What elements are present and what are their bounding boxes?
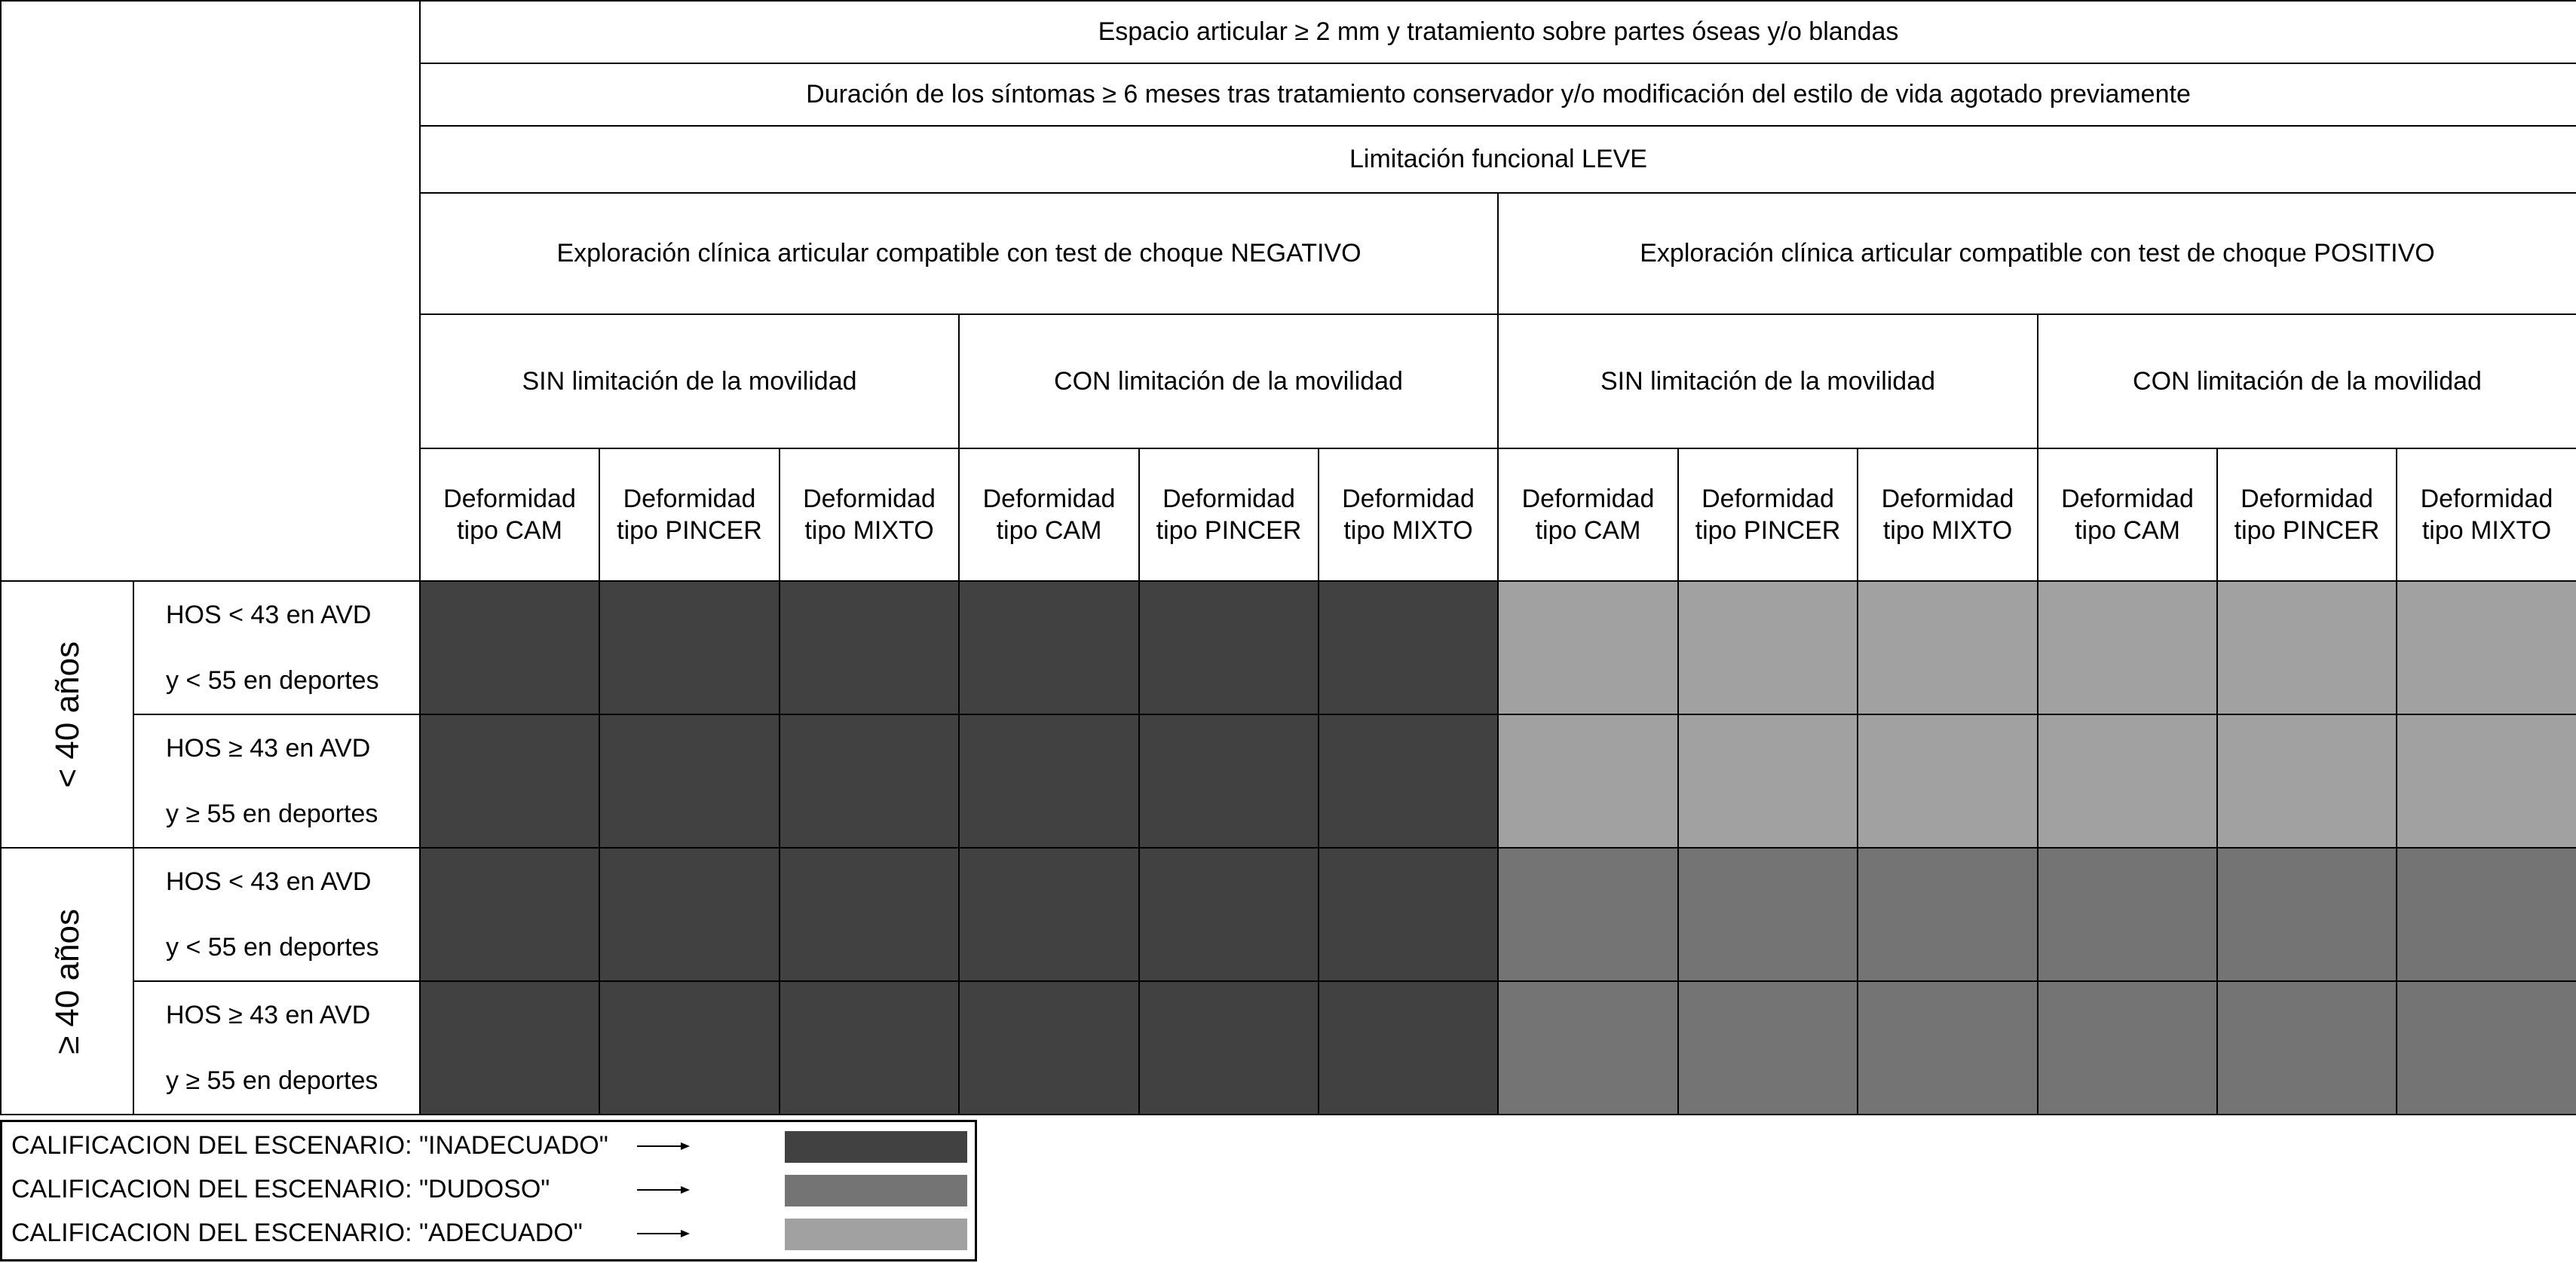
- header-deformity: Deformidad tipo PINCER: [1677, 448, 1858, 582]
- row-criteria: [133, 580, 421, 715]
- header-deformity: Deformidad tipo CAM: [2037, 448, 2218, 582]
- header-deformity: Deformidad tipo CAM: [419, 448, 600, 582]
- criteria-line1: HOS < 43 en AVD: [166, 867, 372, 896]
- rating-cell-adecuado: [2037, 580, 2218, 715]
- header-deformity: Deformidad tipo PINCER: [1138, 448, 1319, 582]
- header-mobility: CON limitación de la movilidad: [958, 313, 1499, 449]
- rating-cell-dudoso: [2037, 980, 2218, 1115]
- header-deformity: Deformidad tipo CAM: [1497, 448, 1679, 582]
- rating-cell-inadecuado: [419, 980, 600, 1115]
- header-mobility: SIN limitación de la movilidad: [419, 313, 960, 449]
- rating-cell-dudoso: [2396, 847, 2576, 982]
- rating-cell-inadecuado: [419, 580, 600, 715]
- criteria-line1: HOS < 43 en AVD: [166, 600, 372, 629]
- rating-cell-adecuado: [2216, 580, 2397, 715]
- rating-cell-adecuado: [2216, 714, 2397, 849]
- rating-cell-inadecuado: [1318, 714, 1499, 849]
- age-group-label: [0, 847, 134, 1115]
- criteria-line2: y < 55 en deportes: [166, 933, 379, 962]
- rating-cell-dudoso: [2037, 847, 2218, 982]
- arrow-right-icon: [637, 1226, 690, 1241]
- rating-cell-inadecuado: [1138, 847, 1319, 982]
- rating-cell-adecuado: [1857, 714, 2038, 849]
- rating-cell-inadecuado: [599, 580, 780, 715]
- header-deformity: Deformidad tipo MIXTO: [1318, 448, 1499, 582]
- rating-cell-inadecuado: [1138, 714, 1319, 849]
- legend-item-adecuado: [2, 1214, 975, 1256]
- rating-cell-adecuado: [2396, 580, 2576, 715]
- rating-cell-adecuado: [1857, 580, 2038, 715]
- rating-cell-inadecuado: [779, 847, 960, 982]
- rating-cell-adecuado: [1677, 580, 1858, 715]
- criteria-line1: HOS ≥ 43 en AVD: [166, 1000, 371, 1029]
- arrow-right-icon: [637, 1139, 690, 1154]
- rating-cell-adecuado: [2396, 714, 2576, 849]
- rating-cell-inadecuado: [599, 714, 780, 849]
- header-exam: Exploración clínica articular compatible con test de choque NEGATIVO: [419, 192, 1499, 315]
- rating-cell-inadecuado: [1318, 980, 1499, 1115]
- rating-cell-inadecuado: [419, 714, 600, 849]
- header-mobility: CON limitación de la movilidad: [2037, 313, 2576, 449]
- age-group-label: [0, 580, 134, 849]
- row-criteria: [133, 847, 421, 982]
- rating-cell-inadecuado: [599, 980, 780, 1115]
- header-exam: Exploración clínica articular compatible con test de choque POSITIVO: [1497, 192, 2576, 315]
- rating-cell-dudoso: [1497, 847, 1679, 982]
- row-criteria: [133, 980, 421, 1115]
- criteria-line2: y ≥ 55 en deportes: [166, 800, 378, 828]
- legend-swatch: [785, 1131, 967, 1163]
- corner-blank: [0, 0, 421, 582]
- legend-label: CALIFICACION DEL ESCENARIO: "ADECUADO": [11, 1219, 583, 1247]
- age-group-text: ≥ 40 años: [48, 908, 86, 1054]
- header-deformity: Deformidad tipo MIXTO: [779, 448, 960, 582]
- header-joint-space: Espacio articular ≥ 2 mm y tratamiento sobre partes óseas y/o blandas: [419, 0, 2576, 64]
- rating-cell-inadecuado: [779, 580, 960, 715]
- rating-cell-dudoso: [1857, 847, 2038, 982]
- rating-cell-inadecuado: [779, 980, 960, 1115]
- rating-cell-dudoso: [2216, 847, 2397, 982]
- age-group-text: < 40 años: [48, 641, 86, 788]
- rating-cell-dudoso: [1677, 980, 1858, 1115]
- rating-cell-dudoso: [1677, 847, 1858, 982]
- rating-cell-inadecuado: [1138, 980, 1319, 1115]
- header-duration: Duración de los síntomas ≥ 6 meses tras tratamiento conservador y/o modificación del estilo de vida agotado previamente: [419, 63, 2576, 127]
- rating-cell-dudoso: [2396, 980, 2576, 1115]
- rating-cell-adecuado: [1677, 714, 1858, 849]
- header-deformity: Deformidad tipo PINCER: [2216, 448, 2397, 582]
- legend-label: CALIFICACION DEL ESCENARIO: "INADECUADO": [11, 1131, 608, 1160]
- rating-cell-inadecuado: [1318, 580, 1499, 715]
- header-functional-limitation: Limitación funcional LEVE: [419, 125, 2576, 194]
- header-deformity: Deformidad tipo MIXTO: [2396, 448, 2576, 582]
- header-deformity: Deformidad tipo CAM: [958, 448, 1140, 582]
- row-criteria: [133, 714, 421, 849]
- legend-item-inadecuado: [2, 1127, 975, 1169]
- criteria-line2: y < 55 en deportes: [166, 666, 379, 695]
- rating-cell-inadecuado: [1318, 847, 1499, 982]
- rating-cell-inadecuado: [1138, 580, 1319, 715]
- arrow-right-icon: [637, 1182, 690, 1197]
- rating-cell-inadecuado: [779, 714, 960, 849]
- rating-cell-adecuado: [1497, 580, 1679, 715]
- rating-cell-adecuado: [1497, 714, 1679, 849]
- header-deformity: Deformidad tipo MIXTO: [1857, 448, 2038, 582]
- legend-item-dudoso: [2, 1170, 975, 1213]
- legend-swatch: [785, 1219, 967, 1250]
- rating-cell-inadecuado: [958, 580, 1140, 715]
- header-deformity: Deformidad tipo PINCER: [599, 448, 780, 582]
- rating-cell-dudoso: [2216, 980, 2397, 1115]
- rating-cell-inadecuado: [958, 980, 1140, 1115]
- header-mobility: SIN limitación de la movilidad: [1497, 313, 2038, 449]
- legend-label: CALIFICACION DEL ESCENARIO: "DUDOSO": [11, 1175, 550, 1203]
- rating-cell-inadecuado: [958, 714, 1140, 849]
- rating-cell-adecuado: [2037, 714, 2218, 849]
- legend: [0, 1120, 977, 1261]
- criteria-line1: HOS ≥ 43 en AVD: [166, 733, 371, 763]
- rating-cell-dudoso: [1497, 980, 1679, 1115]
- criteria-line2: y ≥ 55 en deportes: [166, 1066, 378, 1095]
- rating-cell-inadecuado: [419, 847, 600, 982]
- rating-cell-dudoso: [1857, 980, 2038, 1115]
- legend-swatch: [785, 1175, 967, 1206]
- rating-cell-inadecuado: [599, 847, 780, 982]
- rating-cell-inadecuado: [958, 847, 1140, 982]
